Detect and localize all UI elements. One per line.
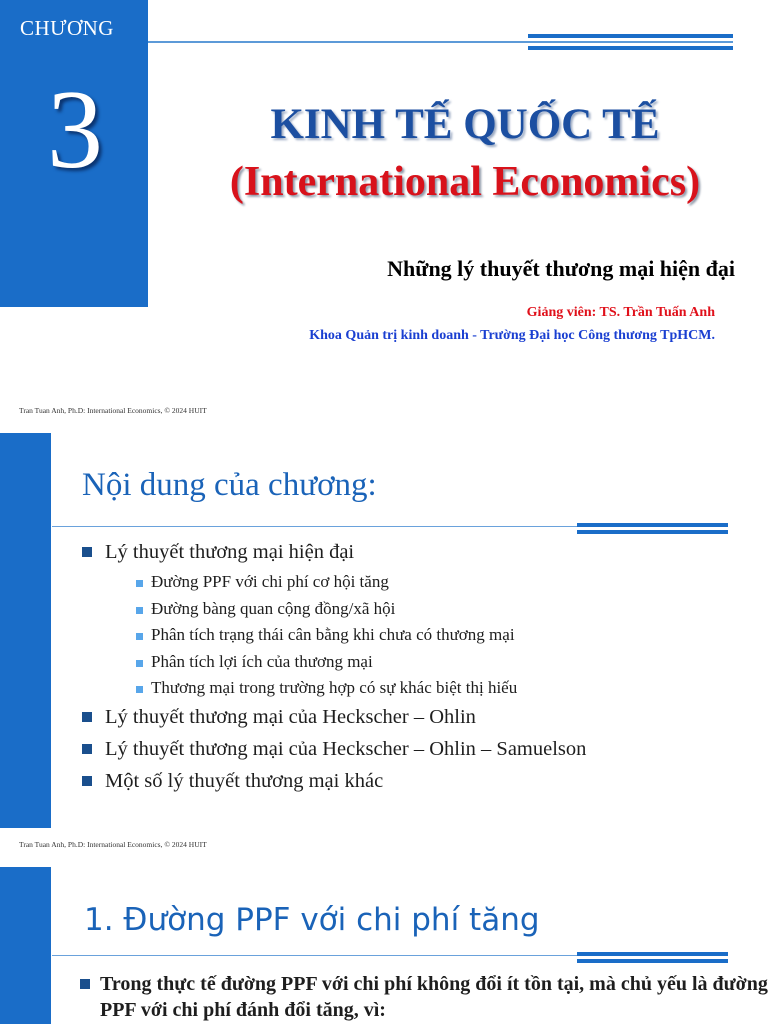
bullet-square-icon (82, 712, 92, 722)
slide-heading: Nội dung của chương: (82, 467, 377, 503)
list-item (82, 736, 742, 768)
sub-list-item (82, 651, 742, 678)
header-divider (148, 41, 733, 43)
bullet-square-icon (82, 547, 92, 557)
list-item-text: Lý thuyết thương mại của Heckscher – Ohlin – Samuelson (105, 737, 587, 760)
list-item (82, 539, 742, 571)
sub-list-item (82, 571, 742, 598)
contents-list (82, 539, 742, 800)
list-item-text: Một số lý thuyết thương mại khác (105, 769, 384, 792)
sub-list-item-text: Đường PPF với chi phí cơ hội tăng (151, 572, 389, 591)
heading-bar-bottom (577, 530, 728, 534)
header-bar-top (528, 34, 733, 38)
sub-list-item (82, 677, 742, 704)
title-slide (0, 0, 768, 395)
lecturer-name: Giảng viên: TS. Trần Tuấn Anh (526, 305, 715, 320)
bullet-square-icon (136, 607, 143, 614)
list-item (82, 768, 742, 800)
contents-slide (0, 433, 768, 828)
bullet-square-icon (82, 776, 92, 786)
body-paragraph (80, 971, 768, 1023)
course-subtitle: (International Economics) (229, 159, 701, 205)
heading-bar-top (577, 523, 728, 527)
paragraph-text: Trong thực tế đường PPF với chi phí không đổi ít tồn tại, mà chủ yếu là đường PPF với chi phí đánh đổi tăng, vì: (100, 973, 768, 1021)
list-item-text: Lý thuyết thương mại hiện đại (105, 541, 355, 563)
sub-list-item-text: Phân tích lợi ích của thương mại (151, 651, 373, 671)
list-item-text: Lý thuyết thương mại của Heckscher – Ohlin (105, 705, 476, 728)
bullet-square-icon (82, 744, 92, 754)
heading-bar-bottom (577, 959, 728, 963)
heading-bar-top (577, 952, 728, 956)
bullet-square-icon (136, 633, 143, 640)
chapter-label: CHƯƠNG (20, 16, 114, 40)
sub-list-item-text: Đường bàng quan cộng đồng/xã hội (151, 598, 396, 618)
slide-heading: 1. Đường PPF với chi phí tăng (84, 902, 540, 938)
bullet-square-icon (136, 686, 143, 693)
slide2-footer: Tran Tuan Anh, Ph.D: International Economics, © 2024 HUIT (19, 840, 207, 849)
sub-list-item (82, 624, 742, 651)
slide1-footer: Tran Tuan Anh, Ph.D: International Economics, © 2024 HUIT (19, 406, 207, 415)
sub-list-item (82, 598, 742, 625)
sub-list-item-text: Phân tích trạng thái cân bằng khi chưa có thương mại (151, 625, 515, 645)
faculty-name: Khoa Quản trị kinh doanh - Trường Đại học Công thương TpHCM. (309, 328, 715, 343)
section-slide (0, 867, 768, 1024)
side-accent (0, 867, 51, 1024)
chapter-topic: Những lý thuyết thương mại hiện đại (387, 256, 735, 281)
course-title: KINH TẾ QUỐC TẾ (270, 101, 660, 148)
bullet-square-icon (80, 979, 90, 989)
list-item (82, 704, 742, 736)
side-accent (0, 433, 51, 828)
chapter-number: 3 (47, 68, 103, 192)
sub-list-item-text: Thương mại trong trường hợp có sự khác biệt thị hiếu (151, 678, 518, 698)
header-bar-bottom (528, 46, 733, 50)
bullet-square-icon (136, 660, 143, 667)
bullet-square-icon (136, 580, 143, 587)
